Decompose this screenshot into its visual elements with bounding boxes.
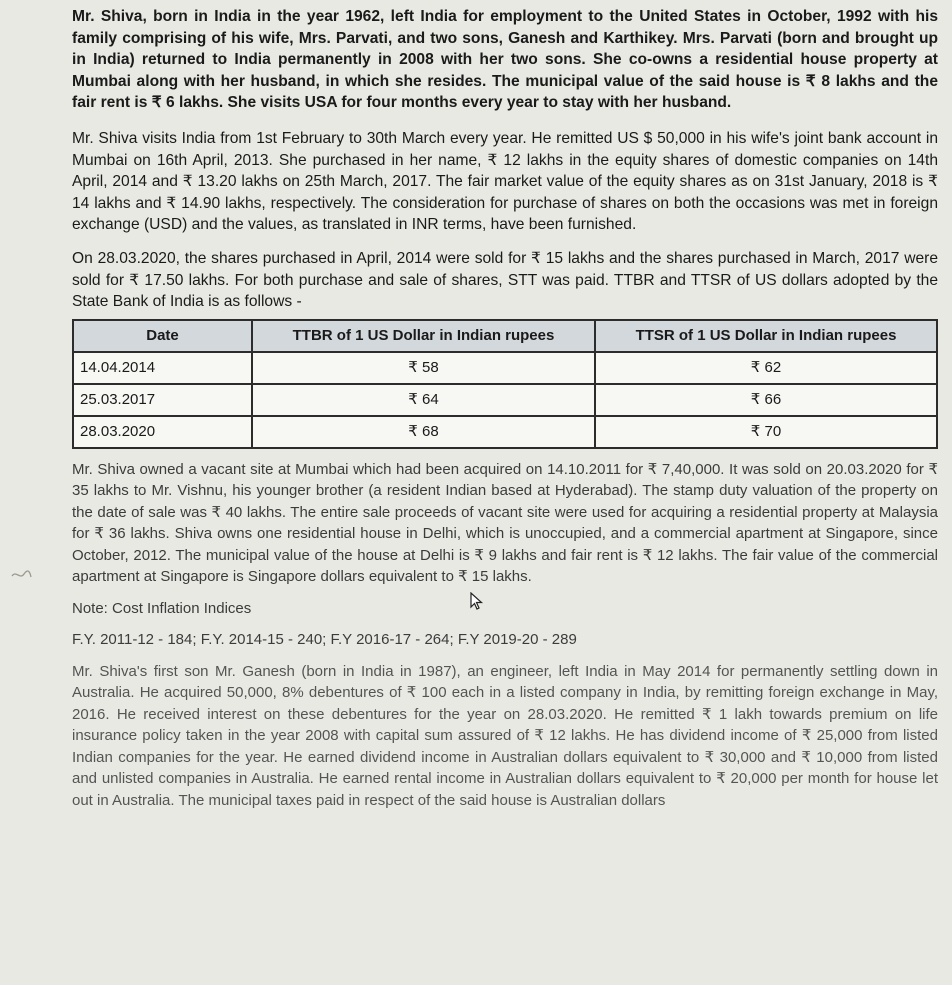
paragraph-shiva-visits: Mr. Shiva visits India from 1st February to 30th March every year. He remitted US $ 50,000 in his wife's joint bank account in Mumbai on 16th April, 2013. She purchased in her name, ₹ 12 lakhs in the equity shares of domestic companies on 14th April, 2014 and ₹ 13.20 lakhs on 25th March, 2017. The fair market value of the equity shares as on 31st January, 2018 is ₹ 14 lakhs and ₹ 14.90 lakhs, respectively. The consideration for purchase of shares on both the occasions was met in foreign exchange (USD) and the values, as translated in INR terms, have been furnished. <box>72 129 938 234</box>
exchange-rate-table <box>72 319 938 449</box>
header-ttbr: TTBR of 1 US Dollar in Indian rupees <box>252 320 595 352</box>
table-row <box>73 416 937 448</box>
header-date: Date <box>73 320 252 352</box>
mouse-cursor-icon <box>470 592 484 610</box>
pencil-mark-icon <box>10 568 32 582</box>
document-page <box>72 6 938 811</box>
cell-ttsr: ₹ 66 <box>595 384 937 416</box>
cell-date: 14.04.2014 <box>73 352 252 384</box>
table-row <box>73 352 937 384</box>
cost-inflation-indices: F.Y. 2011-12 - 184; F.Y. 2014-15 - 240; F.Y 2016-17 - 264; F.Y 2019-20 - 289 <box>72 631 577 649</box>
cell-date: 28.03.2020 <box>73 416 252 448</box>
cell-ttbr: ₹ 68 <box>252 416 595 448</box>
paragraph-shiva-family: Mr. Shiva, born in India in the year 1962, left India for employment to the United States in October, 1992 with his family comprising of his wife, Mrs. Parvati, and two sons, Ganesh and Karthikey. Mrs. Parvati (born and brought up in India) returned to India permanently in 2008 with her two sons. She co-owns a residential house property at Mumbai along with her husband, in which she resides. The municipal value of the said house is ₹ 8 lakhs and the fair rent is ₹ 6 lakhs. She visits USA for four months every year to stay with her husband. <box>72 8 938 112</box>
table-header-row <box>73 320 937 352</box>
paragraph-vacant-site: Mr. Shiva owned a vacant site at Mumbai which had been acquired on 14.10.2011 for ₹ 7,40,000. It was sold on 20.03.2020 for ₹ 35 lakhs to Mr. Vishnu, his younger brother (a resident Indian based at Hyderabad). The stamp duty valuation of the property on the date of sale was ₹ 40 lakhs. The entire sale proceeds of vacant site were used for acquiring a residential property at Malaysia for ₹ 36 lakhs. Shiva owns one residential house in Delhi, which is unoccupied, and a commercial apartment at Singapore, since October, 2012. The municipal value of the house at Delhi is ₹ 9 lakhs and fair rent is ₹ 12 lakhs. The fair value of the commercial apartment at Singapore is Singapore dollars equivalent to ₹ 15 lakhs. <box>72 460 938 586</box>
cell-date: 25.03.2017 <box>73 384 252 416</box>
note-heading: Note: Cost Inflation Indices <box>72 599 252 617</box>
cell-ttsr: ₹ 70 <box>595 416 937 448</box>
cell-ttbr: ₹ 58 <box>252 352 595 384</box>
cell-ttsr: ₹ 62 <box>595 352 937 384</box>
header-ttsr: TTSR of 1 US Dollar in Indian rupees <box>595 320 937 352</box>
paragraph-share-sale: On 28.03.2020, the shares purchased in April, 2014 were sold for ₹ 15 lakhs and the shares purchased in March, 2017 were sold for ₹ 17.50 lakhs. For both purchase and sale of shares, STT was paid. TTBR and TTSR of US dollars adopted by the State Bank of India is as follows - <box>72 249 938 311</box>
table-row <box>73 384 937 416</box>
cell-ttbr: ₹ 64 <box>252 384 595 416</box>
paragraph-ganesh: Mr. Shiva's first son Mr. Ganesh (born in India in 1987), an engineer, left India in May 2014 for permanently settling down in Australia. He acquired 50,000, 8% debentures of ₹ 100 each in a listed company in India, by remitting foreign exchange in May, 2016. He received interest on these debentures for the year on 28.03.2020. He remitted ₹ 1 lakh towards premium on life insurance policy taken in the year 2008 with capital sum assured of ₹ 12 lakhs. He has dividend income of ₹ 25,000 from listed Indian companies for the year. He earned dividend income in Australian dollars equivalent to ₹ 30,000 and ₹ 10,000 from listed and unlisted companies in Australia. He earned rental income in Australian dollars equivalent to ₹ 20,000 per month for house let out in Australia. The municipal taxes paid in respect of the said house is Australian dollars <box>72 662 938 809</box>
